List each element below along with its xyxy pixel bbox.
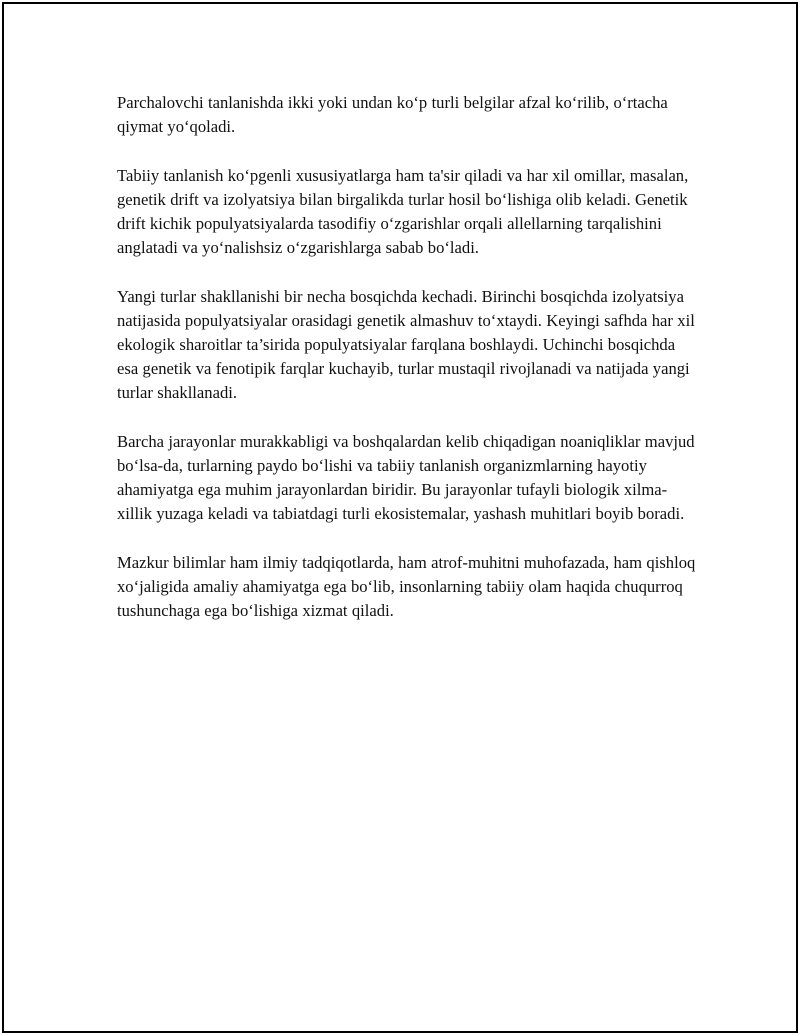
paragraph-1: Parchalovchi tanlanishda ikki yoki undan ko‘p turli belgilar afzal ko‘rilib, o‘rtacha qiymat yo‘qoladi. — [117, 93, 668, 137]
paragraph-5: Mazkur bilimlar ham ilmiy tadqiqotlarda, ham atrof-muhitni muhofazada, ham qishloq xo‘jaligida amaliy ahamiyatga ega bo‘lib, insonlarning tabiiy olam haqida chuqurroq tushunchaga ega bo‘lishiga xizmat qiladi. — [117, 552, 696, 621]
paragraph-3: Yangi turlar shakllanishi bir necha bosqichda kechadi. Birinchi bosqichda izolyatsiya natijasida populyatsiyalar orasidagi genetik almashuv to‘xtaydi. Keyingi safhda har xil ekologik sharoitlar ta’sirida populyatsiyalar farqlana boshlaydi. Uchinchi bosqichda esa genetik va fenotipik farqlar kuchayib, turlar mustaqil rivojlanadi va natijada yangi turlar shakllanadi. — [117, 286, 695, 403]
paragraph-4: Barcha jarayonlar murakkabligi va boshqalardan kelib chiqadigan noaniqliklar mavjud bo‘lsa-da, turlarning paydo bo‘lishi va tabiiy tanlanish organizmlarning hayotiy ahamiyatga ega muhim jarayonlardan biridir. Bu jarayonlar tufayli biologik xilma-xillik yuzaga keladi va tabiatdagi turli ekosistemalar, yashash muhitlari boyib boradi. — [117, 431, 695, 524]
paragraph-2: Tabiiy tanlanish ko‘pgenli xususiyatlarga ham ta'sir qiladi va har xil omillar, masalan, genetik drift va izolyatsiya bilan birgalikda turlar hosil bo‘lishiga olib keladi. Genetik drift kichik populyatsiyalarda tasodifiy o‘zgarishlar orqali allellarning tarqalishini anglatadi va yo‘nalishsiz o‘zgarishlarga sabab bo‘ladi. — [117, 165, 689, 258]
document-body — [117, 91, 697, 648]
